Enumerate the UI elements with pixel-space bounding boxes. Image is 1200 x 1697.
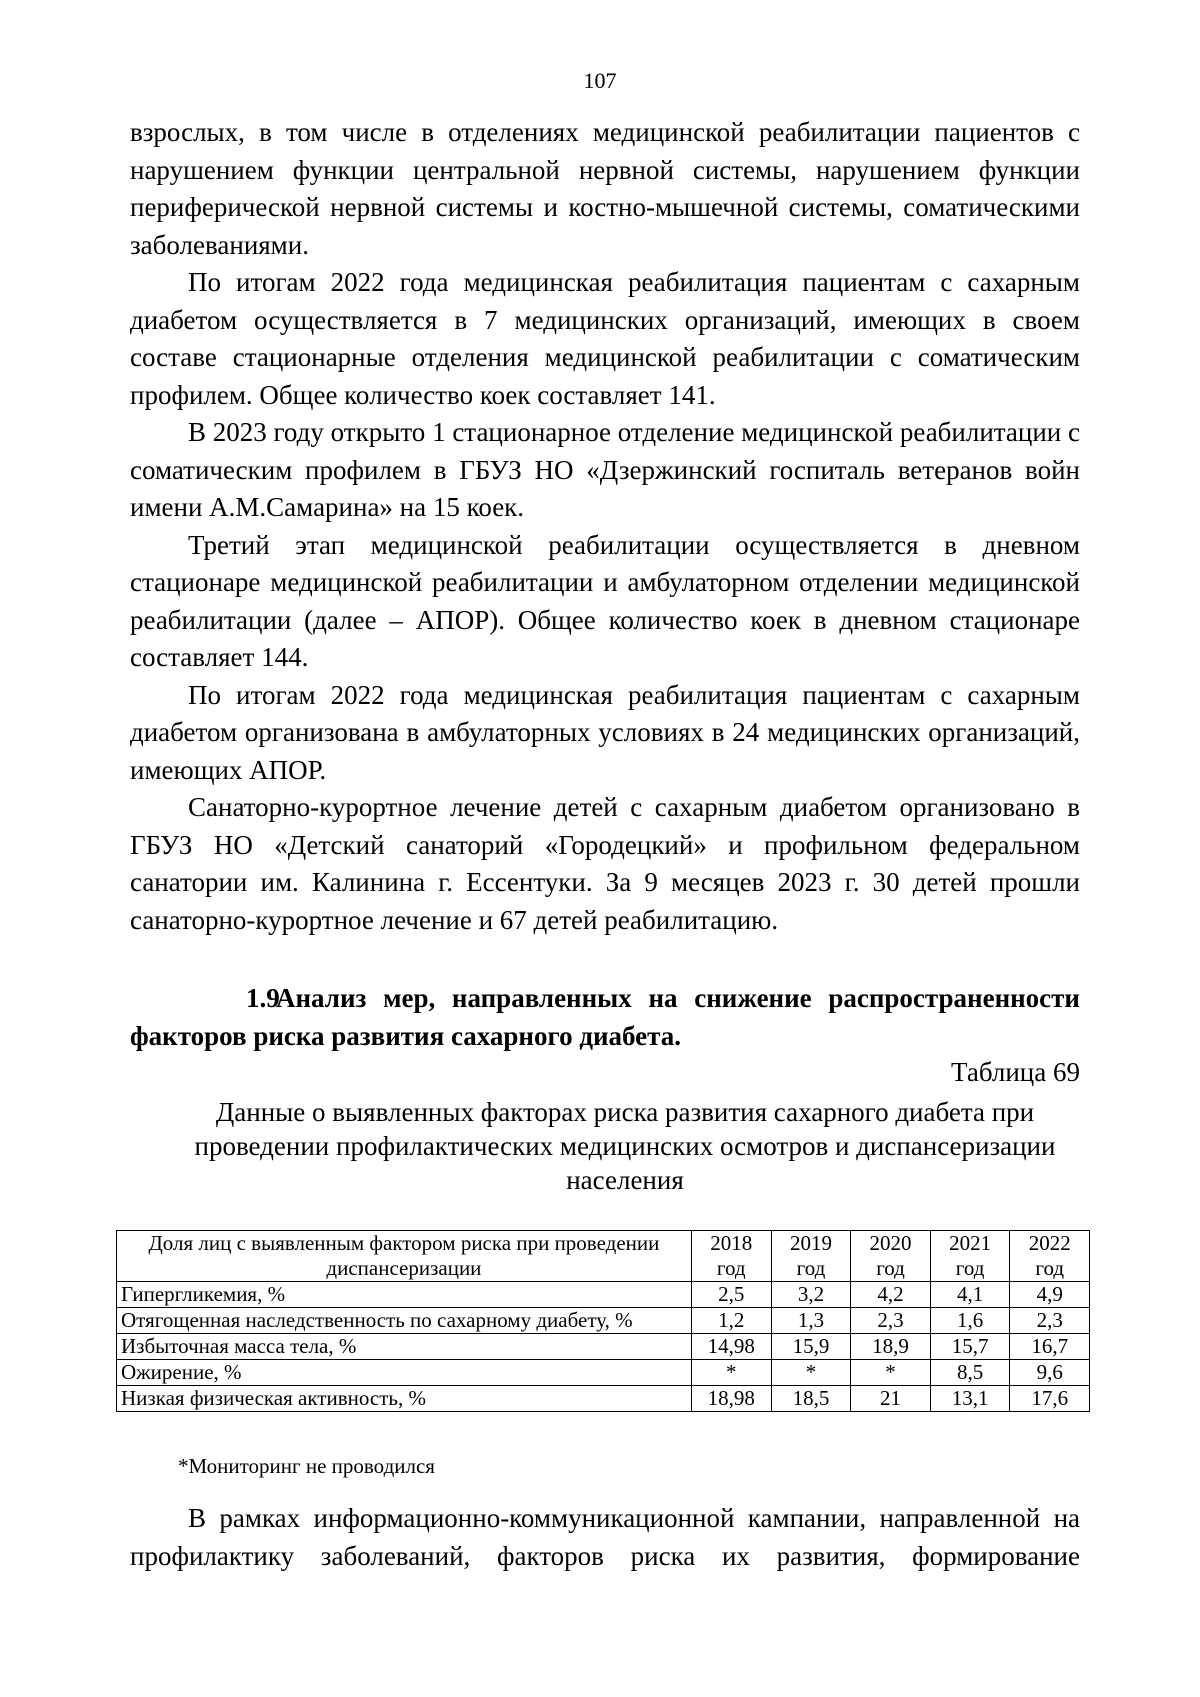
cell-value: 18,9 [851,1334,931,1360]
cell-value: 1,2 [691,1308,771,1334]
section-heading [130,980,1080,1055]
paragraph-5: По итогам 2022 года медицинская реабилитация пациентам с сахарным диабетом организована в амбулаторных условиях в 24 медицинских организаций, имеющих АПОР. [130,679,1080,785]
section-title: Анализ мер, направленных на снижение распространенности факторов риска развития сахарного диабета. [130,983,1080,1051]
cell-value: 2,3 [851,1308,931,1334]
row-label: Гипергликемия, % [117,1282,692,1308]
row-label: Ожирение, % [117,1360,692,1386]
cell-value: 2,5 [691,1282,771,1308]
header-year: 2020 год [851,1231,931,1282]
cell-value: 3,2 [771,1282,851,1308]
table-title-line: населения [566,1165,684,1195]
table-header-row [117,1231,1090,1282]
cell-value: * [851,1360,931,1386]
cell-value: 4,1 [930,1282,1010,1308]
cell-value: 21 [851,1386,931,1412]
paragraph-3: В 2023 году открыто 1 стационарное отделение медицинской реабилитации с соматическим профилем в ГБУЗ НО «Дзержинский госпиталь ветеранов войн имени А.М.Самарина» на 15 коек. [130,417,1080,522]
table-row [117,1282,1090,1308]
header-year: 2022 год [1010,1231,1090,1282]
cell-value: 15,9 [771,1334,851,1360]
paragraph-7-line-2: профилактику заболеваний, факторов риска их развития, формирование [130,1540,1080,1571]
table-title-line: проведении профилактических медицинских осмотров и диспансеризации [194,1131,1056,1161]
body-text-bottom [130,1500,1080,1575]
table-footnote: *Мониторинг не проводился [178,1454,435,1478]
paragraph-1: взрослых, в том числе в отделениях медицинской реабилитации пациентов с нарушением функции центральной нервной системы, нарушением функции периферической нервной системы и костно-мышечной системы, соматическими заболеваниями. [130,117,1080,260]
cell-value: * [771,1360,851,1386]
body-text-top [130,114,1080,939]
section-number: 1.9 [246,983,280,1013]
header-year: 2018 год [691,1231,771,1282]
cell-value: 16,7 [1010,1334,1090,1360]
cell-value: 1,6 [930,1308,1010,1334]
header-year: 2019 год [771,1231,851,1282]
cell-value: 1,3 [771,1308,851,1334]
cell-value: 14,98 [691,1334,771,1360]
table-title-line: Данные о выявленных факторах риска развития сахарного диабета при [215,1097,1035,1127]
cell-value: 4,2 [851,1282,931,1308]
paragraph-4: Третий этап медицинской реабилитации осуществляется в дневном стационаре медицинской реабилитации и амбулаторном отделении медицинской реабилитации (далее – АПОР). Общее количество коек в дневном стационаре составляет 144. [130,529,1080,672]
cell-value: 2,3 [1010,1308,1090,1334]
cell-value: 18,98 [691,1386,771,1412]
cell-value: 18,5 [771,1386,851,1412]
row-label: Избыточная масса тела, % [117,1334,692,1360]
page-number: 107 [583,68,617,93]
table-row [117,1334,1090,1360]
row-label: Низкая физическая активность, % [117,1386,692,1412]
cell-value: 15,7 [930,1334,1010,1360]
risk-factors-table [116,1230,1090,1412]
header-year: 2021 год [930,1231,1010,1282]
header-factor: Доля лиц с выявленным фактором риска при проведении диспансеризации [117,1231,692,1282]
table-label: Таблица 69 [951,1057,1080,1087]
paragraph-2: По итогам 2022 года медицинская реабилитация пациентам с сахарным диабетом осуществляется в 7 медицинских организаций, имеющих в своем составе стационарные отделения медицинской реабилитации с соматическим профилем. Общее количество коек составляет 141. [130,267,1080,410]
table-row [117,1386,1090,1412]
cell-value: 17,6 [1010,1386,1090,1412]
cell-value: 13,1 [930,1386,1010,1412]
table-title [160,1095,1090,1197]
cell-value: 8,5 [930,1360,1010,1386]
cell-value: * [691,1360,771,1386]
row-label: Отягощенная наследственность по сахарному диабету, % [117,1308,692,1334]
cell-value: 4,9 [1010,1282,1090,1308]
table-row [117,1360,1090,1386]
table-row [117,1308,1090,1334]
cell-value: 9,6 [1010,1360,1090,1386]
paragraph-6: Санаторно-курортное лечение детей с сахарным диабетом организовано в ГБУЗ НО «Детский санаторий «Городецкий» и профильном федеральном санатории им. Калинина г. Ессентуки. За 9 месяцев 2023 г. 30 детей прошли санаторно-курортное лечение и 67 детей реабилитацию. [130,792,1080,935]
paragraph-7-line-1: В рамках информационно-коммуникационной кампании, направленной на [188,1503,1080,1533]
